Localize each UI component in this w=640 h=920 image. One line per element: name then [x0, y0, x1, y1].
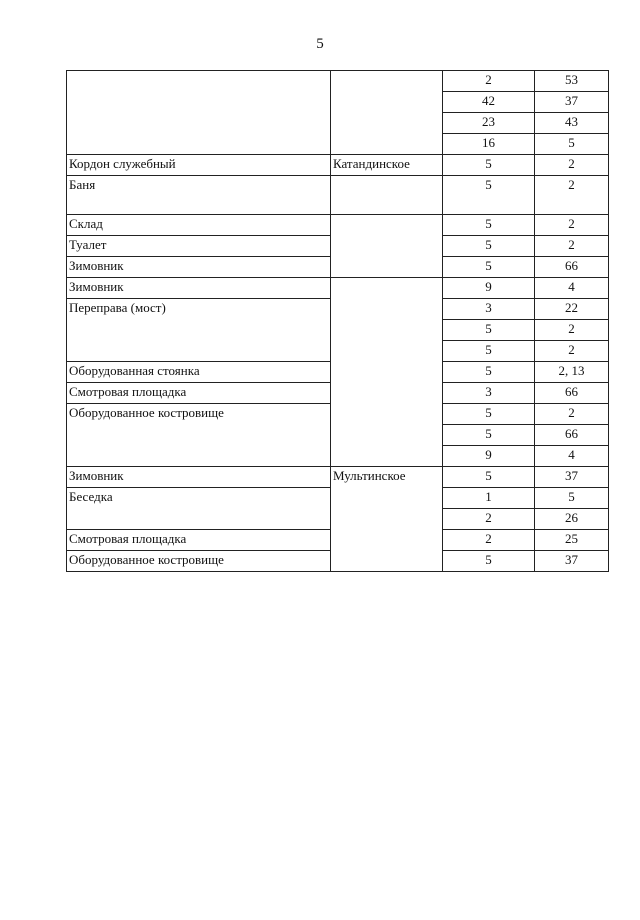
value-cell-a: 5	[443, 362, 535, 383]
table-row	[67, 278, 609, 299]
value-cell-a: 5	[443, 236, 535, 257]
value-cell-a: 2	[443, 509, 535, 530]
value-cell-a: 9	[443, 446, 535, 467]
object-name-cell: Оборудованное костровище	[67, 551, 331, 572]
value-cell-a: 23	[443, 113, 535, 134]
value-cell-b: 26	[535, 509, 609, 530]
value-cell-b: 2	[535, 236, 609, 257]
object-name-cell: Беседка	[67, 488, 331, 530]
table-row	[67, 176, 609, 215]
value-cell-b: 2	[535, 215, 609, 236]
object-name-cell	[67, 71, 331, 155]
value-cell-b: 66	[535, 383, 609, 404]
value-cell-a: 5	[443, 155, 535, 176]
value-cell-a: 2	[443, 71, 535, 92]
object-name-cell: Переправа (мост)	[67, 299, 331, 362]
value-cell-b: 37	[535, 467, 609, 488]
value-cell-b: 25	[535, 530, 609, 551]
area-cell	[331, 215, 443, 278]
value-cell-b: 5	[535, 488, 609, 509]
object-name-cell: Зимовник	[67, 257, 331, 278]
value-cell-b: 4	[535, 278, 609, 299]
table-row	[67, 467, 609, 488]
value-cell-a: 5	[443, 551, 535, 572]
value-cell-b: 43	[535, 113, 609, 134]
object-name-cell: Баня	[67, 176, 331, 215]
value-cell-b: 2	[535, 155, 609, 176]
object-name-cell: Туалет	[67, 236, 331, 257]
object-name-cell: Смотровая площадка	[67, 530, 331, 551]
value-cell-a: 5	[443, 341, 535, 362]
table-row	[67, 155, 609, 176]
area-cell: Катандинское	[331, 155, 443, 176]
value-cell-b: 66	[535, 257, 609, 278]
value-cell-b: 37	[535, 92, 609, 113]
object-name-cell: Смотровая площадка	[67, 383, 331, 404]
objects-table	[66, 70, 609, 572]
object-name-cell: Оборудованное костровище	[67, 404, 331, 467]
value-cell-a: 5	[443, 425, 535, 446]
value-cell-b: 2, 13	[535, 362, 609, 383]
value-cell-b: 4	[535, 446, 609, 467]
value-cell-b: 5	[535, 134, 609, 155]
page-number: 5	[316, 36, 324, 52]
area-cell	[331, 71, 443, 155]
value-cell-a: 3	[443, 383, 535, 404]
value-cell-a: 5	[443, 320, 535, 341]
value-cell-b: 2	[535, 341, 609, 362]
value-cell-b: 2	[535, 320, 609, 341]
object-name-cell: Кордон служебный	[67, 155, 331, 176]
value-cell-a: 1	[443, 488, 535, 509]
value-cell-a: 9	[443, 278, 535, 299]
value-cell-b: 53	[535, 71, 609, 92]
table-row	[67, 71, 609, 92]
object-name-cell: Зимовник	[67, 467, 331, 488]
object-name-cell: Оборудованная стоянка	[67, 362, 331, 383]
area-cell	[331, 176, 443, 215]
area-cell: Мультинское	[331, 467, 443, 572]
object-name-cell: Зимовник	[67, 278, 331, 299]
value-cell-a: 42	[443, 92, 535, 113]
value-cell-b: 2	[535, 404, 609, 425]
value-cell-b: 37	[535, 551, 609, 572]
value-cell-a: 2	[443, 530, 535, 551]
value-cell-b: 22	[535, 299, 609, 320]
value-cell-a: 3	[443, 299, 535, 320]
table-row	[67, 215, 609, 236]
area-cell	[331, 278, 443, 467]
value-cell-a: 5	[443, 176, 535, 215]
value-cell-b: 66	[535, 425, 609, 446]
value-cell-a: 5	[443, 257, 535, 278]
value-cell-a: 16	[443, 134, 535, 155]
value-cell-a: 5	[443, 215, 535, 236]
value-cell-a: 5	[443, 404, 535, 425]
value-cell-a: 5	[443, 467, 535, 488]
object-name-cell: Склад	[67, 215, 331, 236]
value-cell-b: 2	[535, 176, 609, 215]
